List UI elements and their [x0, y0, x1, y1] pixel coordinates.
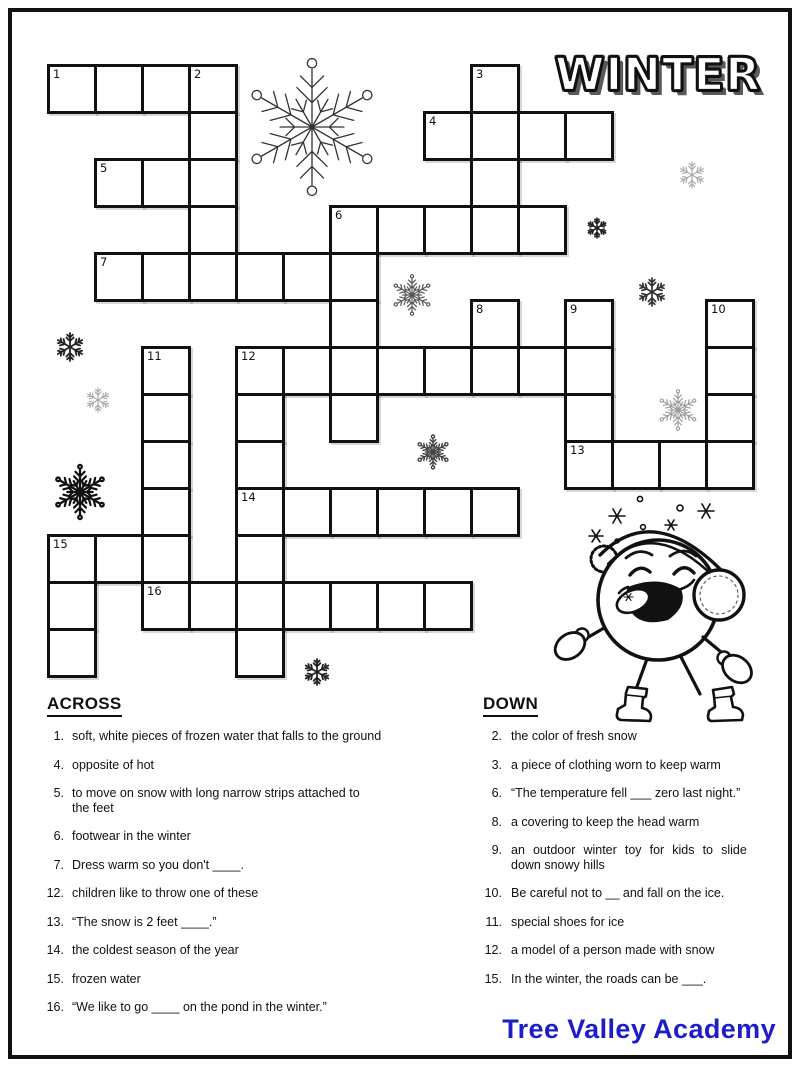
- clue-number: 16.: [46, 1000, 64, 1014]
- grid-cell[interactable]: [141, 581, 191, 631]
- cell-number: 8: [476, 302, 484, 316]
- grid-cell[interactable]: [282, 252, 332, 302]
- grid-cell[interactable]: [329, 393, 379, 443]
- grid-cell[interactable]: [235, 346, 285, 396]
- clue: [40, 729, 440, 744]
- grid-cell[interactable]: [564, 440, 614, 490]
- clue-number: 14.: [46, 943, 64, 957]
- cell-number: 9: [570, 302, 578, 316]
- clue: [40, 786, 440, 815]
- clue: [458, 758, 778, 773]
- grid-cell[interactable]: [658, 440, 708, 490]
- grid-cell[interactable]: [611, 440, 661, 490]
- grid-cell[interactable]: [517, 205, 567, 255]
- grid-cell[interactable]: [141, 393, 191, 443]
- clue: [40, 972, 440, 987]
- grid-cell[interactable]: [282, 581, 332, 631]
- grid-cell[interactable]: [470, 111, 520, 161]
- clue: [458, 843, 778, 872]
- grid-cell[interactable]: [564, 111, 614, 161]
- clue-number: 13.: [46, 914, 64, 929]
- clue-text: footwear in the winter: [72, 829, 191, 843]
- cell-number: 7: [100, 255, 108, 269]
- cell-number: 16: [147, 584, 162, 598]
- grid-cell[interactable]: [141, 534, 191, 584]
- clue-text: frozen water: [72, 971, 141, 986]
- clue-number: 6.: [53, 829, 64, 843]
- grid-cell[interactable]: [235, 440, 285, 490]
- clue: [40, 758, 440, 773]
- grid-cell[interactable]: [564, 299, 614, 349]
- grid-cell[interactable]: [94, 158, 144, 208]
- grid-cell[interactable]: [517, 346, 567, 396]
- grid-cell[interactable]: [329, 346, 379, 396]
- across-clue-list: [40, 729, 440, 1015]
- cell-number: 6: [335, 208, 343, 222]
- clue-text: In the winter, the roads can be ___.: [511, 971, 707, 986]
- cell-number: 1: [53, 67, 61, 81]
- clue-text: “The temperature fell ___ zero last night.”: [511, 786, 741, 800]
- cell-number: 13: [570, 443, 585, 457]
- grid-cell[interactable]: [235, 628, 285, 678]
- grid-cell[interactable]: [470, 205, 520, 255]
- grid-cell[interactable]: [705, 393, 755, 443]
- clue-number: 1.: [53, 729, 64, 743]
- grid-cell[interactable]: [329, 252, 379, 302]
- clue-text: the coldest season of the year: [72, 943, 239, 957]
- cell-number: 5: [100, 161, 108, 175]
- clue-number: 8.: [491, 814, 502, 829]
- grid-cell[interactable]: [470, 64, 520, 114]
- clue-number: 11.: [485, 914, 502, 929]
- clue: [458, 972, 778, 987]
- grid-cell[interactable]: [94, 534, 144, 584]
- across-clues-section: [40, 694, 440, 1029]
- grid-cell[interactable]: [188, 64, 238, 114]
- grid-cell[interactable]: [47, 534, 97, 584]
- cell-number: 10: [711, 302, 726, 316]
- clue-number: 12.: [46, 886, 64, 900]
- grid-cell[interactable]: [282, 346, 332, 396]
- grid-cell[interactable]: [517, 111, 567, 161]
- grid-cell[interactable]: [705, 299, 755, 349]
- clue-text: Dress warm so you don't ____.: [72, 857, 244, 872]
- clue-text: the color of fresh snow: [511, 729, 637, 743]
- grid-cell[interactable]: [564, 346, 614, 396]
- grid-cell[interactable]: [235, 534, 285, 584]
- clue-text: Be careful not to __ and fall on the ice.: [511, 886, 725, 900]
- clue: [458, 729, 778, 744]
- clue-text: to move on snow with long narrow strips attached to the feet: [72, 786, 360, 815]
- cell-number: 2: [194, 67, 202, 81]
- clue-number: 10.: [484, 886, 502, 900]
- grid-cell[interactable]: [705, 440, 755, 490]
- grid-cell[interactable]: [141, 252, 191, 302]
- cell-number: 15: [53, 537, 68, 551]
- clue-text: a model of a person made with snow: [511, 943, 715, 957]
- grid-cell[interactable]: [423, 205, 473, 255]
- grid-cell[interactable]: [94, 252, 144, 302]
- clue: [458, 786, 778, 801]
- grid-cell[interactable]: [235, 487, 285, 537]
- grid-cell[interactable]: [376, 205, 426, 255]
- grid-cell[interactable]: [329, 205, 379, 255]
- grid-cell[interactable]: [47, 581, 97, 631]
- grid-cell[interactable]: [188, 158, 238, 208]
- clue-number: 15.: [46, 971, 64, 986]
- clue: [458, 815, 778, 830]
- grid-cell[interactable]: [141, 158, 191, 208]
- grid-cell[interactable]: [141, 64, 191, 114]
- grid-cell[interactable]: [188, 205, 238, 255]
- clue-text: “We like to go ____ on the pond in the winter.”: [72, 1000, 327, 1014]
- clue-text: special shoes for ice: [511, 914, 625, 929]
- clue-text: an outdoor winter toy for kids to slide down snowy hills: [511, 843, 747, 872]
- clue: [40, 915, 440, 930]
- grid-cell[interactable]: [329, 299, 379, 349]
- grid-cell[interactable]: [141, 346, 191, 396]
- grid-cell[interactable]: [235, 393, 285, 443]
- grid-cell[interactable]: [141, 440, 191, 490]
- clue-number: 6.: [491, 786, 502, 800]
- grid-cell[interactable]: [423, 487, 473, 537]
- cell-number: 12: [241, 349, 256, 363]
- clue: [40, 1000, 440, 1015]
- clue-text: opposite of hot: [72, 757, 155, 772]
- grid-cell[interactable]: [470, 487, 520, 537]
- brand-footer: Tree Valley Academy: [502, 1014, 776, 1044]
- grid-cell[interactable]: [376, 346, 426, 396]
- clue: [458, 886, 778, 901]
- clue-number: 4.: [53, 757, 64, 772]
- grid-cell[interactable]: [329, 487, 379, 537]
- grid-cell[interactable]: [564, 393, 614, 443]
- grid-cell[interactable]: [470, 346, 520, 396]
- grid-cell[interactable]: [423, 111, 473, 161]
- down-clues-section: [458, 694, 778, 1000]
- grid-cell[interactable]: [423, 581, 473, 631]
- grid-cell[interactable]: [376, 581, 426, 631]
- down-clue-list: [458, 729, 778, 986]
- grid-cell[interactable]: [423, 346, 473, 396]
- clue: [458, 915, 778, 930]
- across-header: ACROSS: [47, 694, 122, 717]
- clue-number: 9.: [491, 843, 502, 857]
- grid-cell[interactable]: [470, 299, 520, 349]
- clue: [40, 829, 440, 844]
- clue-number: 7.: [53, 857, 64, 872]
- cell-number: 14: [241, 490, 256, 504]
- grid-cell[interactable]: [235, 581, 285, 631]
- clue-text: “The snow is 2 feet ____.”: [72, 914, 217, 929]
- clue-number: 12.: [484, 943, 502, 957]
- grid-cell[interactable]: [47, 628, 97, 678]
- cell-number: 4: [429, 114, 437, 128]
- clue: [40, 886, 440, 901]
- grid-cell[interactable]: [188, 111, 238, 161]
- grid-cell[interactable]: [329, 581, 379, 631]
- clue: [40, 858, 440, 873]
- grid-cell[interactable]: [705, 346, 755, 396]
- grid-cell[interactable]: [47, 64, 97, 114]
- cell-number: 11: [147, 349, 162, 363]
- clue-text: a covering to keep the head warm: [511, 814, 700, 829]
- grid-cell[interactable]: [470, 158, 520, 208]
- clue-text: soft, white pieces of frozen water that falls to the ground: [72, 729, 382, 743]
- puzzle-title: WINTER: [554, 48, 762, 101]
- grid-cell[interactable]: [235, 252, 285, 302]
- grid-cell[interactable]: [94, 64, 144, 114]
- clue-number: 2.: [491, 729, 502, 743]
- clue-text: children like to throw one of these: [72, 886, 259, 900]
- clue-text: a piece of clothing worn to keep warm: [511, 757, 721, 772]
- grid-cell[interactable]: [376, 487, 426, 537]
- grid-cell[interactable]: [141, 487, 191, 537]
- grid-cell[interactable]: [188, 581, 238, 631]
- clue: [458, 943, 778, 958]
- down-header: DOWN: [483, 694, 538, 717]
- cell-number: 3: [476, 67, 484, 81]
- clue-number: 5.: [53, 786, 64, 800]
- clue-number: 15.: [484, 971, 502, 986]
- grid-cell[interactable]: [188, 252, 238, 302]
- clue-number: 3.: [491, 757, 502, 772]
- clue: [40, 943, 440, 958]
- grid-cell[interactable]: [282, 487, 332, 537]
